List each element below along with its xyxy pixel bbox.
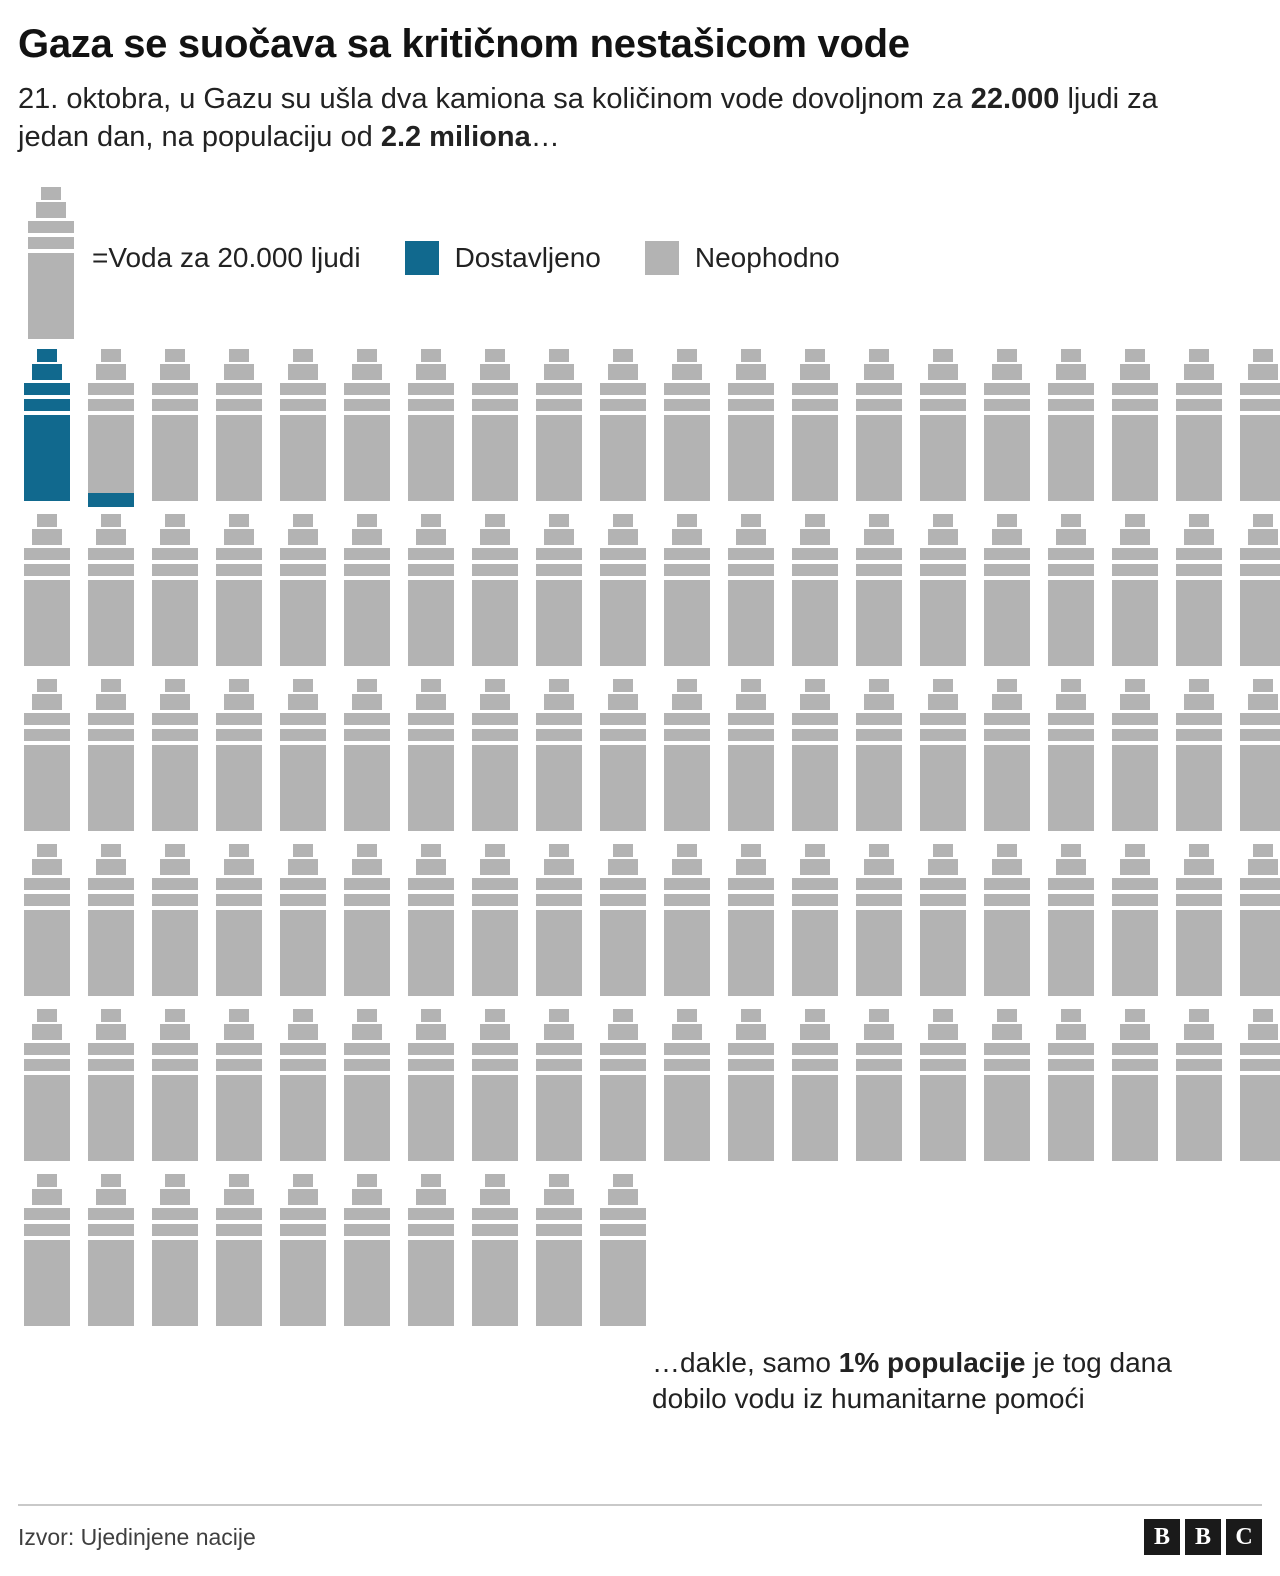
- bottle-icon-needed: [274, 1174, 338, 1332]
- bottle-icon-needed: [402, 349, 466, 507]
- bottle-icon-needed: [18, 1009, 82, 1167]
- bottle-icon-needed: [210, 679, 274, 837]
- bottle-icon-needed: [722, 514, 786, 672]
- bottle-icon-partial: [82, 349, 146, 507]
- legend-label-delivered: Dostavljeno: [454, 241, 601, 273]
- bottle-icon-needed: [914, 514, 978, 672]
- bottle-icon-needed: [402, 514, 466, 672]
- bottle-row: [18, 679, 1262, 844]
- bottle-icon-needed: [18, 514, 82, 672]
- bottle-icon-needed: [466, 514, 530, 672]
- bottle-icon-needed: [658, 1009, 722, 1167]
- bottle-icon-needed: [786, 844, 850, 1002]
- bottle-icon-needed: [914, 349, 978, 507]
- bottle-icon-needed: [274, 514, 338, 672]
- bbc-logo-letter: C: [1226, 1519, 1262, 1555]
- bottle-icon-needed: [146, 349, 210, 507]
- bottle-icon-needed: [210, 349, 274, 507]
- bottle-icon-needed: [466, 1009, 530, 1167]
- bottle-icon-needed: [1042, 514, 1106, 672]
- bottle-icon-needed: [210, 1174, 274, 1332]
- bottle-icon-partial-delivered: [88, 493, 134, 507]
- bottle-row: [18, 514, 1262, 679]
- footer: [18, 1514, 1262, 1560]
- legend-swatch-needed: [645, 241, 679, 275]
- bottle-icon-needed: [1106, 514, 1170, 672]
- bottle-icon-needed: [18, 1174, 82, 1332]
- bottle-icon-needed: [1042, 1009, 1106, 1167]
- legend-label-needed: Neophodno: [694, 241, 840, 273]
- bottle-icon-needed: [338, 1174, 402, 1332]
- infographic-page: [0, 22, 1280, 1576]
- bottle-icon-needed: [530, 349, 594, 507]
- bottle-icon-needed: [274, 679, 338, 837]
- bottle-icon: [28, 187, 74, 329]
- bottle-pictogram-grid: [18, 349, 1262, 1339]
- bottle-icon-needed: [1042, 349, 1106, 507]
- bottle-icon-needed: [850, 679, 914, 837]
- bottle-row: [18, 1174, 1262, 1339]
- bottle-icon-delivered: [18, 349, 82, 507]
- bottle-icon-needed: [850, 844, 914, 1002]
- bottle-row: [18, 844, 1262, 1009]
- bottle-icon-needed: [466, 349, 530, 507]
- bottle-icon-needed: [1234, 1009, 1280, 1167]
- bottle-icon-needed: [210, 844, 274, 1002]
- bottle-row: [18, 1009, 1262, 1174]
- bottle-icon-needed: [594, 844, 658, 1002]
- bottle-icon-needed: [82, 679, 146, 837]
- bottle-icon-needed: [146, 514, 210, 672]
- bottle-icon-needed: [274, 844, 338, 1002]
- bottle-icon-needed: [338, 679, 402, 837]
- bottle-icon-needed: [274, 1009, 338, 1167]
- page-subtitle: [18, 80, 1218, 157]
- bottle-icon-needed: [466, 1174, 530, 1332]
- bottle-icon-needed: [978, 1009, 1042, 1167]
- bottle-icon-needed: [146, 1009, 210, 1167]
- bottle-icon-needed: [1106, 1009, 1170, 1167]
- legend-unit-label: =Voda za 20.000 ljudi: [92, 241, 361, 273]
- subtitle-bold-1: 22.000: [970, 83, 1060, 115]
- bottle-icon-needed: [18, 844, 82, 1002]
- bottle-icon-needed: [722, 1009, 786, 1167]
- bottle-icon-needed: [1170, 514, 1234, 672]
- bottle-icon-needed: [82, 514, 146, 672]
- bottle-icon-needed: [1170, 1009, 1234, 1167]
- bottle-icon-needed: [1106, 844, 1170, 1002]
- bottle-icon-needed: [594, 349, 658, 507]
- bottle-icon-needed: [146, 1174, 210, 1332]
- chart-legend: [18, 183, 1262, 333]
- bottle-icon-needed: [1234, 349, 1280, 507]
- bottle-icon-needed: [1106, 349, 1170, 507]
- bottle-icon-needed: [530, 1009, 594, 1167]
- bottle-icon-needed: [722, 844, 786, 1002]
- bottle-icon-needed: [274, 349, 338, 507]
- subtitle-text-3: …: [530, 121, 560, 154]
- bottle-icon-needed: [530, 514, 594, 672]
- bottle-icon-needed: [146, 844, 210, 1002]
- page-title: Gaza se suočava sa kritičnom nestašicom vode: [18, 22, 910, 66]
- bottle-icon-needed: [146, 679, 210, 837]
- bottle-icon-needed: [786, 1009, 850, 1167]
- bottle-icon-needed: [658, 844, 722, 1002]
- bottle-icon-needed: [1234, 514, 1280, 672]
- annotation-text-1: …dakle, samo: [652, 1347, 839, 1378]
- subtitle-text-1: 21. oktobra, u Gazu su ušla dva kamiona sa količinom vode dovoljnom za: [18, 83, 971, 115]
- bottle-icon-needed: [914, 1009, 978, 1167]
- bottle-icon-needed: [850, 349, 914, 507]
- bottle-icon-needed: [530, 679, 594, 837]
- bottle-icon-needed: [466, 679, 530, 837]
- bottle-icon-needed: [82, 1174, 146, 1332]
- bottle-icon-needed: [850, 514, 914, 672]
- bottle-icon-needed: [658, 514, 722, 672]
- bottle-icon-needed: [1042, 679, 1106, 837]
- bottle-icon-needed: [1106, 679, 1170, 837]
- bottle-row: [18, 349, 1262, 514]
- bottle-icon-needed: [722, 679, 786, 837]
- source-label: Izvor: Ujedinjene nacije: [18, 1523, 256, 1550]
- bottle-icon-needed: [850, 1009, 914, 1167]
- bottle-icon-needed: [978, 514, 1042, 672]
- bottle-icon-needed: [82, 1009, 146, 1167]
- bottle-icon-needed: [402, 1009, 466, 1167]
- bottle-icon-needed: [658, 679, 722, 837]
- bottle-icon-needed: [978, 679, 1042, 837]
- bbc-logo: [1144, 1519, 1262, 1555]
- annotation-text-2: je tog dana dobilo vodu iz humanitarne pomoći: [652, 1347, 1172, 1415]
- bottle-icon-needed: [402, 679, 466, 837]
- bottle-icon-needed: [722, 349, 786, 507]
- bottle-icon-needed: [786, 514, 850, 672]
- bottle-icon-needed: [338, 514, 402, 672]
- bottle-icon-needed: [594, 514, 658, 672]
- bottle-icon-needed: [786, 679, 850, 837]
- bottle-icon-needed: [1234, 679, 1280, 837]
- bottle-icon-needed: [466, 844, 530, 1002]
- bottle-icon-needed: [1170, 349, 1234, 507]
- subtitle-bold-2: 2.2 miliona: [380, 121, 531, 154]
- bottle-icon-needed: [978, 349, 1042, 507]
- bottle-icon-needed: [402, 1174, 466, 1332]
- legend-swatch-delivered: [405, 241, 439, 275]
- bottle-icon-needed: [914, 844, 978, 1002]
- bottle-icon-needed: [594, 679, 658, 837]
- bottle-icon-needed: [210, 514, 274, 672]
- bottle-icon-needed: [1170, 679, 1234, 837]
- bottle-icon-needed: [338, 844, 402, 1002]
- bbc-logo-letter: B: [1144, 1519, 1180, 1555]
- bottle-icon-needed: [914, 679, 978, 837]
- bbc-logo-letter: B: [1185, 1519, 1221, 1555]
- annotation-bold: 1% populacije: [838, 1347, 1026, 1378]
- bottle-icon-needed: [594, 1009, 658, 1167]
- bottle-icon-needed: [82, 844, 146, 1002]
- chart-annotation: [652, 1345, 1212, 1418]
- bottle-icon-needed: [658, 349, 722, 507]
- bottle-icon-needed: [978, 844, 1042, 1002]
- bottle-icon-needed: [786, 349, 850, 507]
- bottle-icon-needed: [1042, 844, 1106, 1002]
- bottle-icon-needed: [530, 844, 594, 1002]
- bottle-icon-needed: [594, 1174, 658, 1332]
- subtitle-text-2: ljudi za jedan dan, na populaciju od: [18, 83, 1158, 154]
- bottle-icon-needed: [18, 679, 82, 837]
- bottle-icon-needed: [210, 1009, 274, 1167]
- bottle-icon-needed: [338, 349, 402, 507]
- bottle-icon-needed: [402, 844, 466, 1002]
- bottle-icon-needed: [530, 1174, 594, 1332]
- bottle-icon-needed: [1170, 844, 1234, 1002]
- footer-divider: [18, 1504, 1262, 1506]
- bottle-icon-needed: [338, 1009, 402, 1167]
- bottle-icon-needed: [1234, 844, 1280, 1002]
